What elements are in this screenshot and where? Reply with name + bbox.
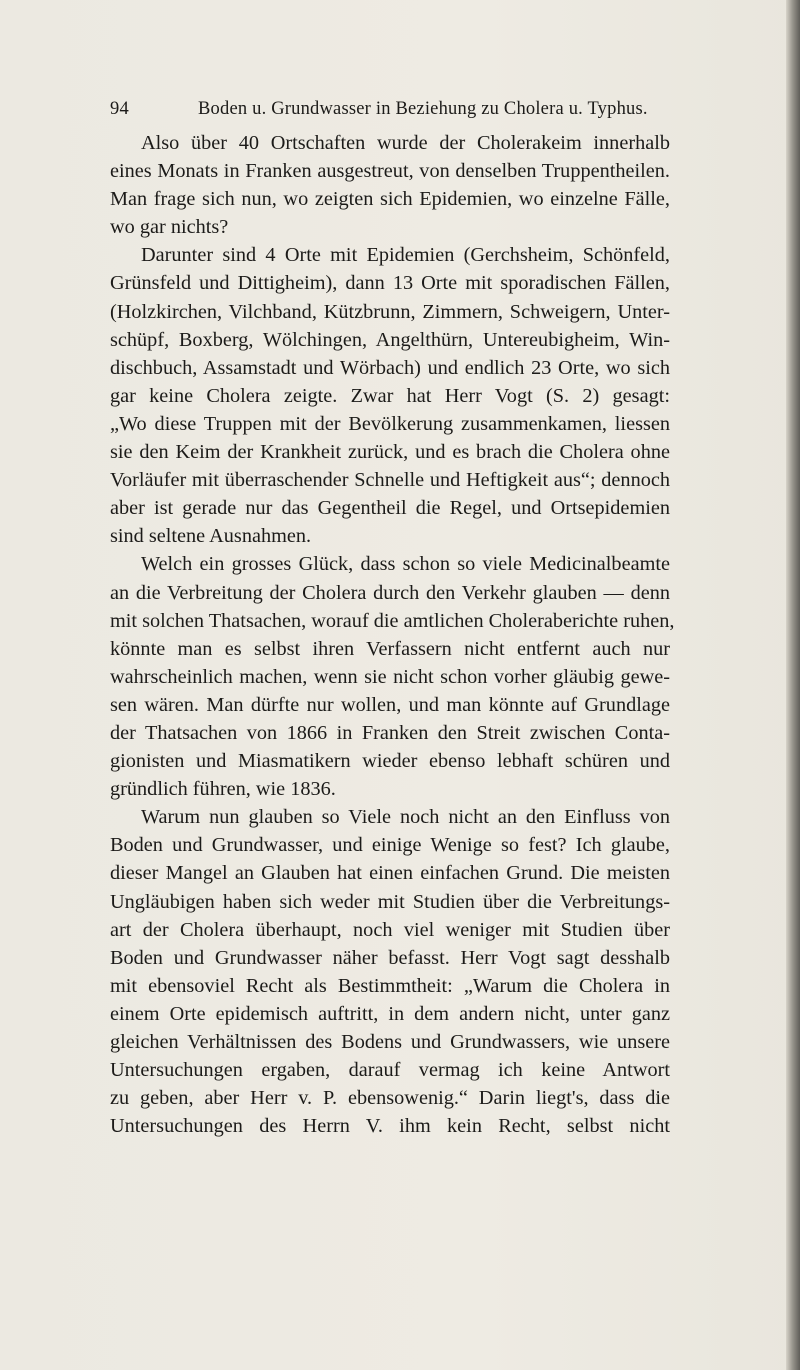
- running-title: Boden u. Grundwasser in Beziehung zu Cholera u. Typhus.: [198, 99, 648, 119]
- text-line: Untersuchungen ergaben, darauf vermag ich keine Antwort: [110, 1059, 670, 1082]
- text-line: aber ist gerade nur das Gegentheil die Regel, und Ortsepidemien: [110, 497, 670, 520]
- text-line: einem Orte epidemisch auftritt, in dem andern nicht, unter ganz: [110, 1002, 670, 1025]
- text-line: gionisten und Miasmatikern wieder ebenso lebhaft schüren und: [110, 750, 670, 773]
- text-line: „Wo diese Truppen mit der Bevölkerung zusammenkamen, liessen: [110, 412, 670, 435]
- running-header: [110, 99, 670, 123]
- page-number: 94: [110, 99, 129, 119]
- text-line: Ungläubigen haben sich weder mit Studien über die Verbreitungs-: [110, 890, 670, 913]
- text-line: dischbuch, Assamstadt und Wörbach) und endlich 23 Orte, wo sich: [110, 356, 670, 379]
- text-line: dieser Mangel an Glauben hat einen einfachen Grund. Die meisten: [110, 862, 670, 885]
- text-line: Untersuchungen des Herrn V. ihm kein Recht, selbst nicht: [110, 1115, 670, 1138]
- text-line: schüpf, Boxberg, Wölchingen, Angelthürn, Untereubigheim, Win-: [110, 328, 670, 351]
- text-line: Man frage sich nun, wo zeigten sich Epidemien, wo einzelne Fälle,: [110, 188, 670, 211]
- text-line: Boden und Grundwasser näher befasst. Herr Vogt sagt desshalb: [110, 946, 670, 969]
- text-line: mit ebensoviel Recht als Bestimmtheit: „Warum die Cholera in: [110, 974, 670, 997]
- text-line: Grünsfeld und Dittigheim), dann 13 Orte mit sporadischen Fällen,: [110, 272, 670, 295]
- text-line: wo gar nichts?: [110, 216, 229, 239]
- text-line: Darunter sind 4 Orte mit Epidemien (Gerchsheim, Schönfeld,: [141, 244, 670, 267]
- body-text: [110, 129, 675, 1140]
- text-line: mit solchen Thatsachen, worauf die amtlichen Choleraberichte ruhen,: [110, 609, 675, 632]
- text-line: Also über 40 Ortschaften wurde der Cholerakeim innerhalb: [141, 132, 670, 154]
- text-line: art der Cholera überhaupt, noch viel weniger mit Studien über: [110, 918, 670, 941]
- text-line: gründlich führen, wie 1836.: [110, 778, 336, 801]
- text-line: gar keine Cholera zeigte. Zwar hat Herr Vogt (S. 2) gesagt:: [110, 384, 670, 407]
- text-line: an die Verbreitung der Cholera durch den Verkehr glauben — denn: [110, 581, 670, 604]
- text-line: gleichen Verhältnissen des Bodens und Grundwassers, wie unsere: [110, 1031, 670, 1053]
- text-line: könnte man es selbst ihren Verfassern nicht entfernt auch nur: [110, 637, 670, 660]
- text-line: Boden und Grundwasser, und einige Wenige so fest? Ich glaube,: [110, 834, 670, 857]
- text-line: der Thatsachen von 1866 in Franken den Streit zwischen Conta-: [110, 721, 670, 744]
- text-line: sind seltene Ausnahmen.: [110, 525, 312, 548]
- page-edge-shadow: [786, 0, 800, 1370]
- text-line: wahrscheinlich machen, wenn sie nicht schon vorher gläubig gewe-: [110, 665, 670, 688]
- text-line: sie den Keim der Krankheit zurück, und es brach die Cholera ohne: [110, 441, 670, 464]
- text-line: Vorläufer mit überraschender Schnelle und Heftigkeit aus“; dennoch: [110, 469, 670, 492]
- text-line: Warum nun glauben so Viele noch nicht an den Einfluss von: [141, 806, 670, 829]
- text-line: eines Monats in Franken ausgestreut, von denselben Truppentheilen.: [110, 160, 670, 183]
- text-line: sen wären. Man dürfte nur wollen, und man könnte auf Grundlage: [110, 693, 670, 716]
- text-line: (Holzkirchen, Vilchband, Kützbrunn, Zimmern, Schweigern, Unter-: [110, 300, 670, 323]
- text-line: zu geben, aber Herr v. P. ebensowenig.“ Darin liegt's, dass die: [110, 1087, 670, 1110]
- text-line: Welch ein grosses Glück, dass schon so viele Medicinalbeamte: [141, 553, 670, 576]
